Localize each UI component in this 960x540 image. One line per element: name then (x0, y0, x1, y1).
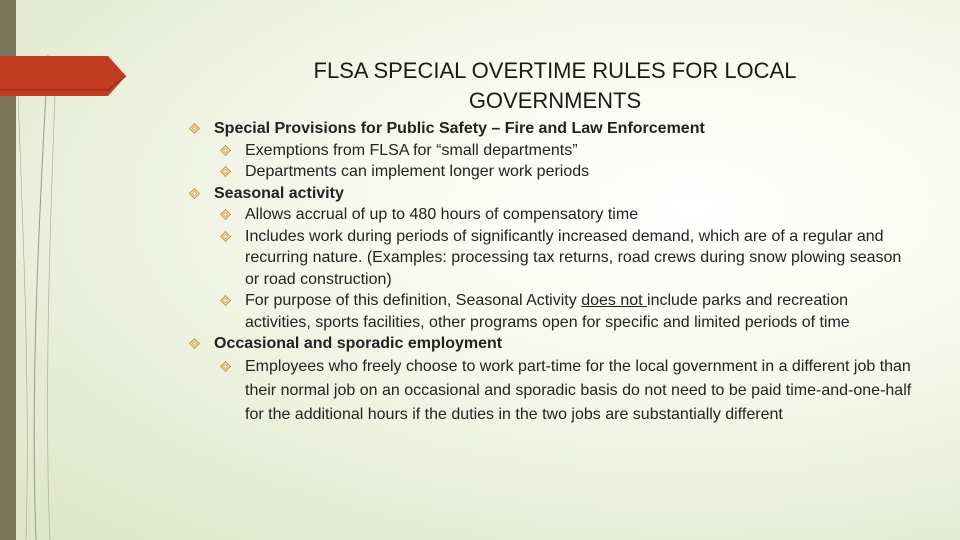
diamond-outline-icon (220, 361, 231, 372)
diamond-outline-icon (220, 209, 231, 220)
list-item-text: Occasional and sporadic employment (214, 335, 503, 352)
diamond-outline-icon (189, 188, 200, 199)
bullet-list (188, 118, 918, 427)
list-item (188, 204, 918, 226)
diamond-outline-icon (220, 166, 231, 177)
emphasis-underlined: does not (581, 292, 648, 309)
list-item-text: Allows accrual of up to 480 hours of compensatory time (245, 206, 639, 223)
list-item (188, 183, 918, 205)
list-item (188, 333, 918, 355)
list-item-text: Employees who freely choose to work part-time for the local government in a different job than their normal job on an occasional and sporadic basis do not need to be paid time-and-one-half for the additional hours if the duties in the two jobs are substantially different (245, 357, 912, 423)
diamond-outline-icon (220, 231, 231, 242)
list-item-text-pre: For purpose of this definition, Seasonal Activity (245, 292, 582, 309)
diamond-outline-icon (220, 295, 231, 306)
diamond-outline-icon (220, 145, 231, 156)
slide-title: FLSA SPECIAL OVERTIME RULES FOR LOCAL GOVERNMENTS (313, 58, 797, 113)
list-item (188, 290, 918, 333)
list-item (188, 355, 918, 427)
list-item-text: Departments can implement longer work periods (245, 163, 590, 180)
list-item-text: Special Provisions for Public Safety – Fire and Law Enforcement (214, 120, 705, 137)
list-item (188, 118, 918, 140)
list-item (188, 140, 918, 162)
list-item-text-post: include parks and recreation activities, sports facilities, other programs open for specific and limited periods of time (245, 292, 850, 331)
list-item-text: Includes work during periods of significantly increased demand, which are of a regular and recurring nature. (Examples: processing tax returns, road crews during snow plowing season or road construction) (245, 227, 902, 288)
list-item-text: Seasonal activity (214, 184, 344, 202)
diamond-outline-icon (189, 123, 200, 134)
list-item-text: Exemptions from FLSA for “small departments” (245, 141, 578, 159)
list-item (188, 161, 918, 183)
list-item (188, 226, 918, 291)
diamond-outline-icon (189, 338, 200, 349)
